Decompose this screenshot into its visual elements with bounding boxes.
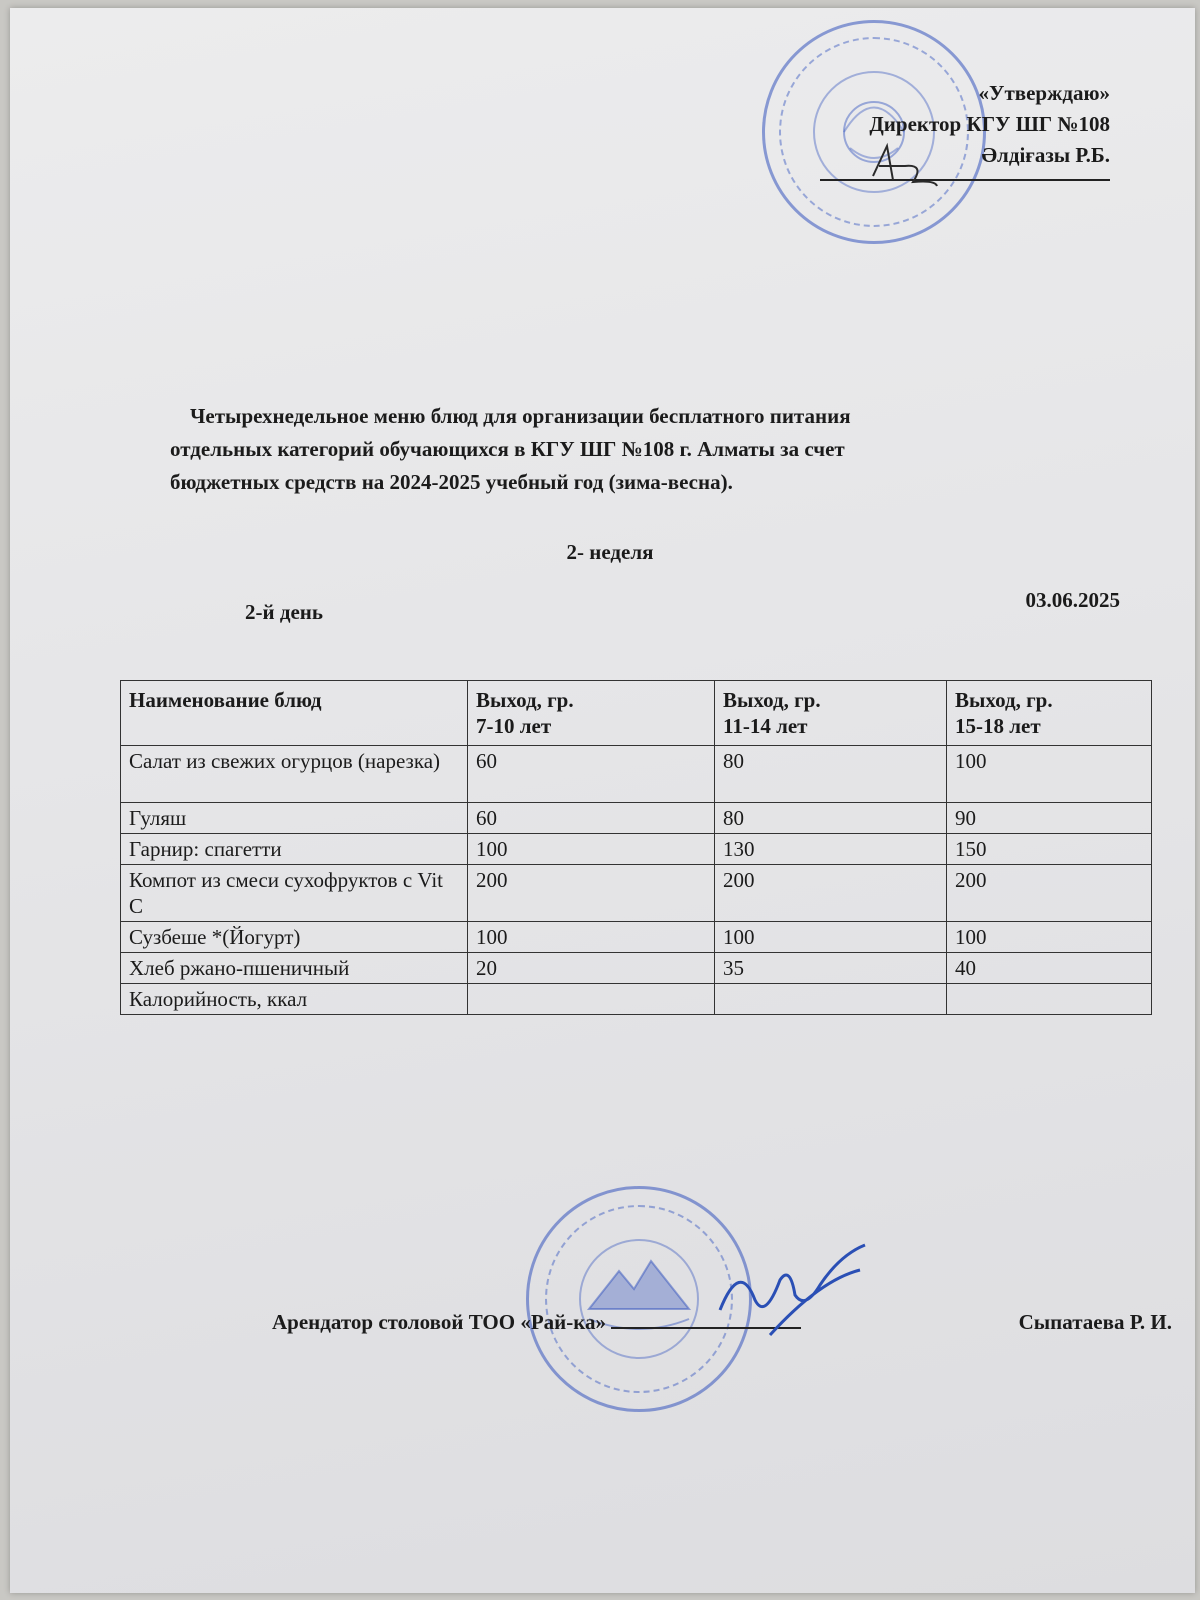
tenant-signature: [710, 1240, 880, 1340]
date-label: 03.06.2025: [1025, 588, 1120, 612]
yield-15-18: 200: [947, 865, 1152, 922]
table-row: [121, 865, 1152, 922]
menu-table: [120, 680, 1152, 1015]
day-label: 2-й день: [245, 600, 323, 624]
approval-heading: «Утверждаю»: [978, 81, 1110, 105]
title-line-3: бюджетных средств на 2024-2025 учебный год (зима-весна).: [170, 470, 733, 494]
yield-7-10: 60: [468, 803, 715, 834]
document-title: [170, 400, 1130, 499]
yield-7-10: 100: [468, 834, 715, 865]
yield-11-14: 35: [715, 953, 947, 984]
dish-name: Хлеб ржано-пшеничный: [121, 953, 468, 984]
yield-11-14: [715, 984, 947, 1015]
yield-7-10: 60: [468, 746, 715, 803]
table-row: [121, 922, 1152, 953]
yield-7-10: [468, 984, 715, 1015]
header-yield-15-18: Выход, гр. 15-18 лет: [947, 681, 1152, 746]
director-signature: [865, 136, 945, 196]
yield-11-14: 80: [715, 803, 947, 834]
yield-7-10: 100: [468, 922, 715, 953]
table-header-row: [121, 681, 1152, 746]
dish-name: Калорийность, ккал: [121, 984, 468, 1015]
yield-7-10: 200: [468, 865, 715, 922]
yield-15-18: 40: [947, 953, 1152, 984]
header-yield-11-14: Выход, гр. 11-14 лет: [715, 681, 947, 746]
table-row: [121, 834, 1152, 865]
yield-15-18: 150: [947, 834, 1152, 865]
title-line-2: отдельных категорий обучающихся в КГУ ШГ №108 г. Алматы за счет: [170, 437, 845, 461]
yield-15-18: 100: [947, 746, 1152, 803]
yield-15-18: [947, 984, 1152, 1015]
table-row: [121, 746, 1152, 803]
header-dish-name: Наименование блюд: [121, 681, 468, 746]
approval-position: Директор КГУ ШГ №108: [869, 112, 1110, 136]
dish-name: Гуляш: [121, 803, 468, 834]
dish-name: Салат из свежих огурцов (нарезка): [121, 746, 468, 803]
approval-block: [820, 78, 1110, 181]
yield-11-14: 100: [715, 922, 947, 953]
yield-7-10: 20: [468, 953, 715, 984]
dish-name: Гарнир: спагетти: [121, 834, 468, 865]
table-row: [121, 953, 1152, 984]
table-row: [121, 803, 1152, 834]
week-label: 2- неделя: [566, 540, 654, 564]
title-line-1: Четырехнедельное меню блюд для организации бесплатного питания: [190, 404, 851, 428]
dish-name: Сузбеше *(Йогурт): [121, 922, 468, 953]
approval-name: Әлдіғазы Р.Б.: [981, 143, 1110, 167]
yield-15-18: 90: [947, 803, 1152, 834]
dish-name: Компот из смеси сухофруктов с Vit C: [121, 865, 468, 922]
yield-11-14: 80: [715, 746, 947, 803]
table-row: [121, 984, 1152, 1015]
yield-11-14: 130: [715, 834, 947, 865]
tenant-label: Арендатор столовой ТОО «Рай-ка»: [272, 1310, 607, 1334]
yield-15-18: 100: [947, 922, 1152, 953]
document-page: [10, 8, 1195, 1593]
header-yield-7-10: Выход, гр. 7-10 лет: [468, 681, 715, 746]
approval-signature-line: [820, 171, 1110, 181]
tenant-name: Сыпатаева Р. И.: [1018, 1310, 1172, 1334]
yield-11-14: 200: [715, 865, 947, 922]
